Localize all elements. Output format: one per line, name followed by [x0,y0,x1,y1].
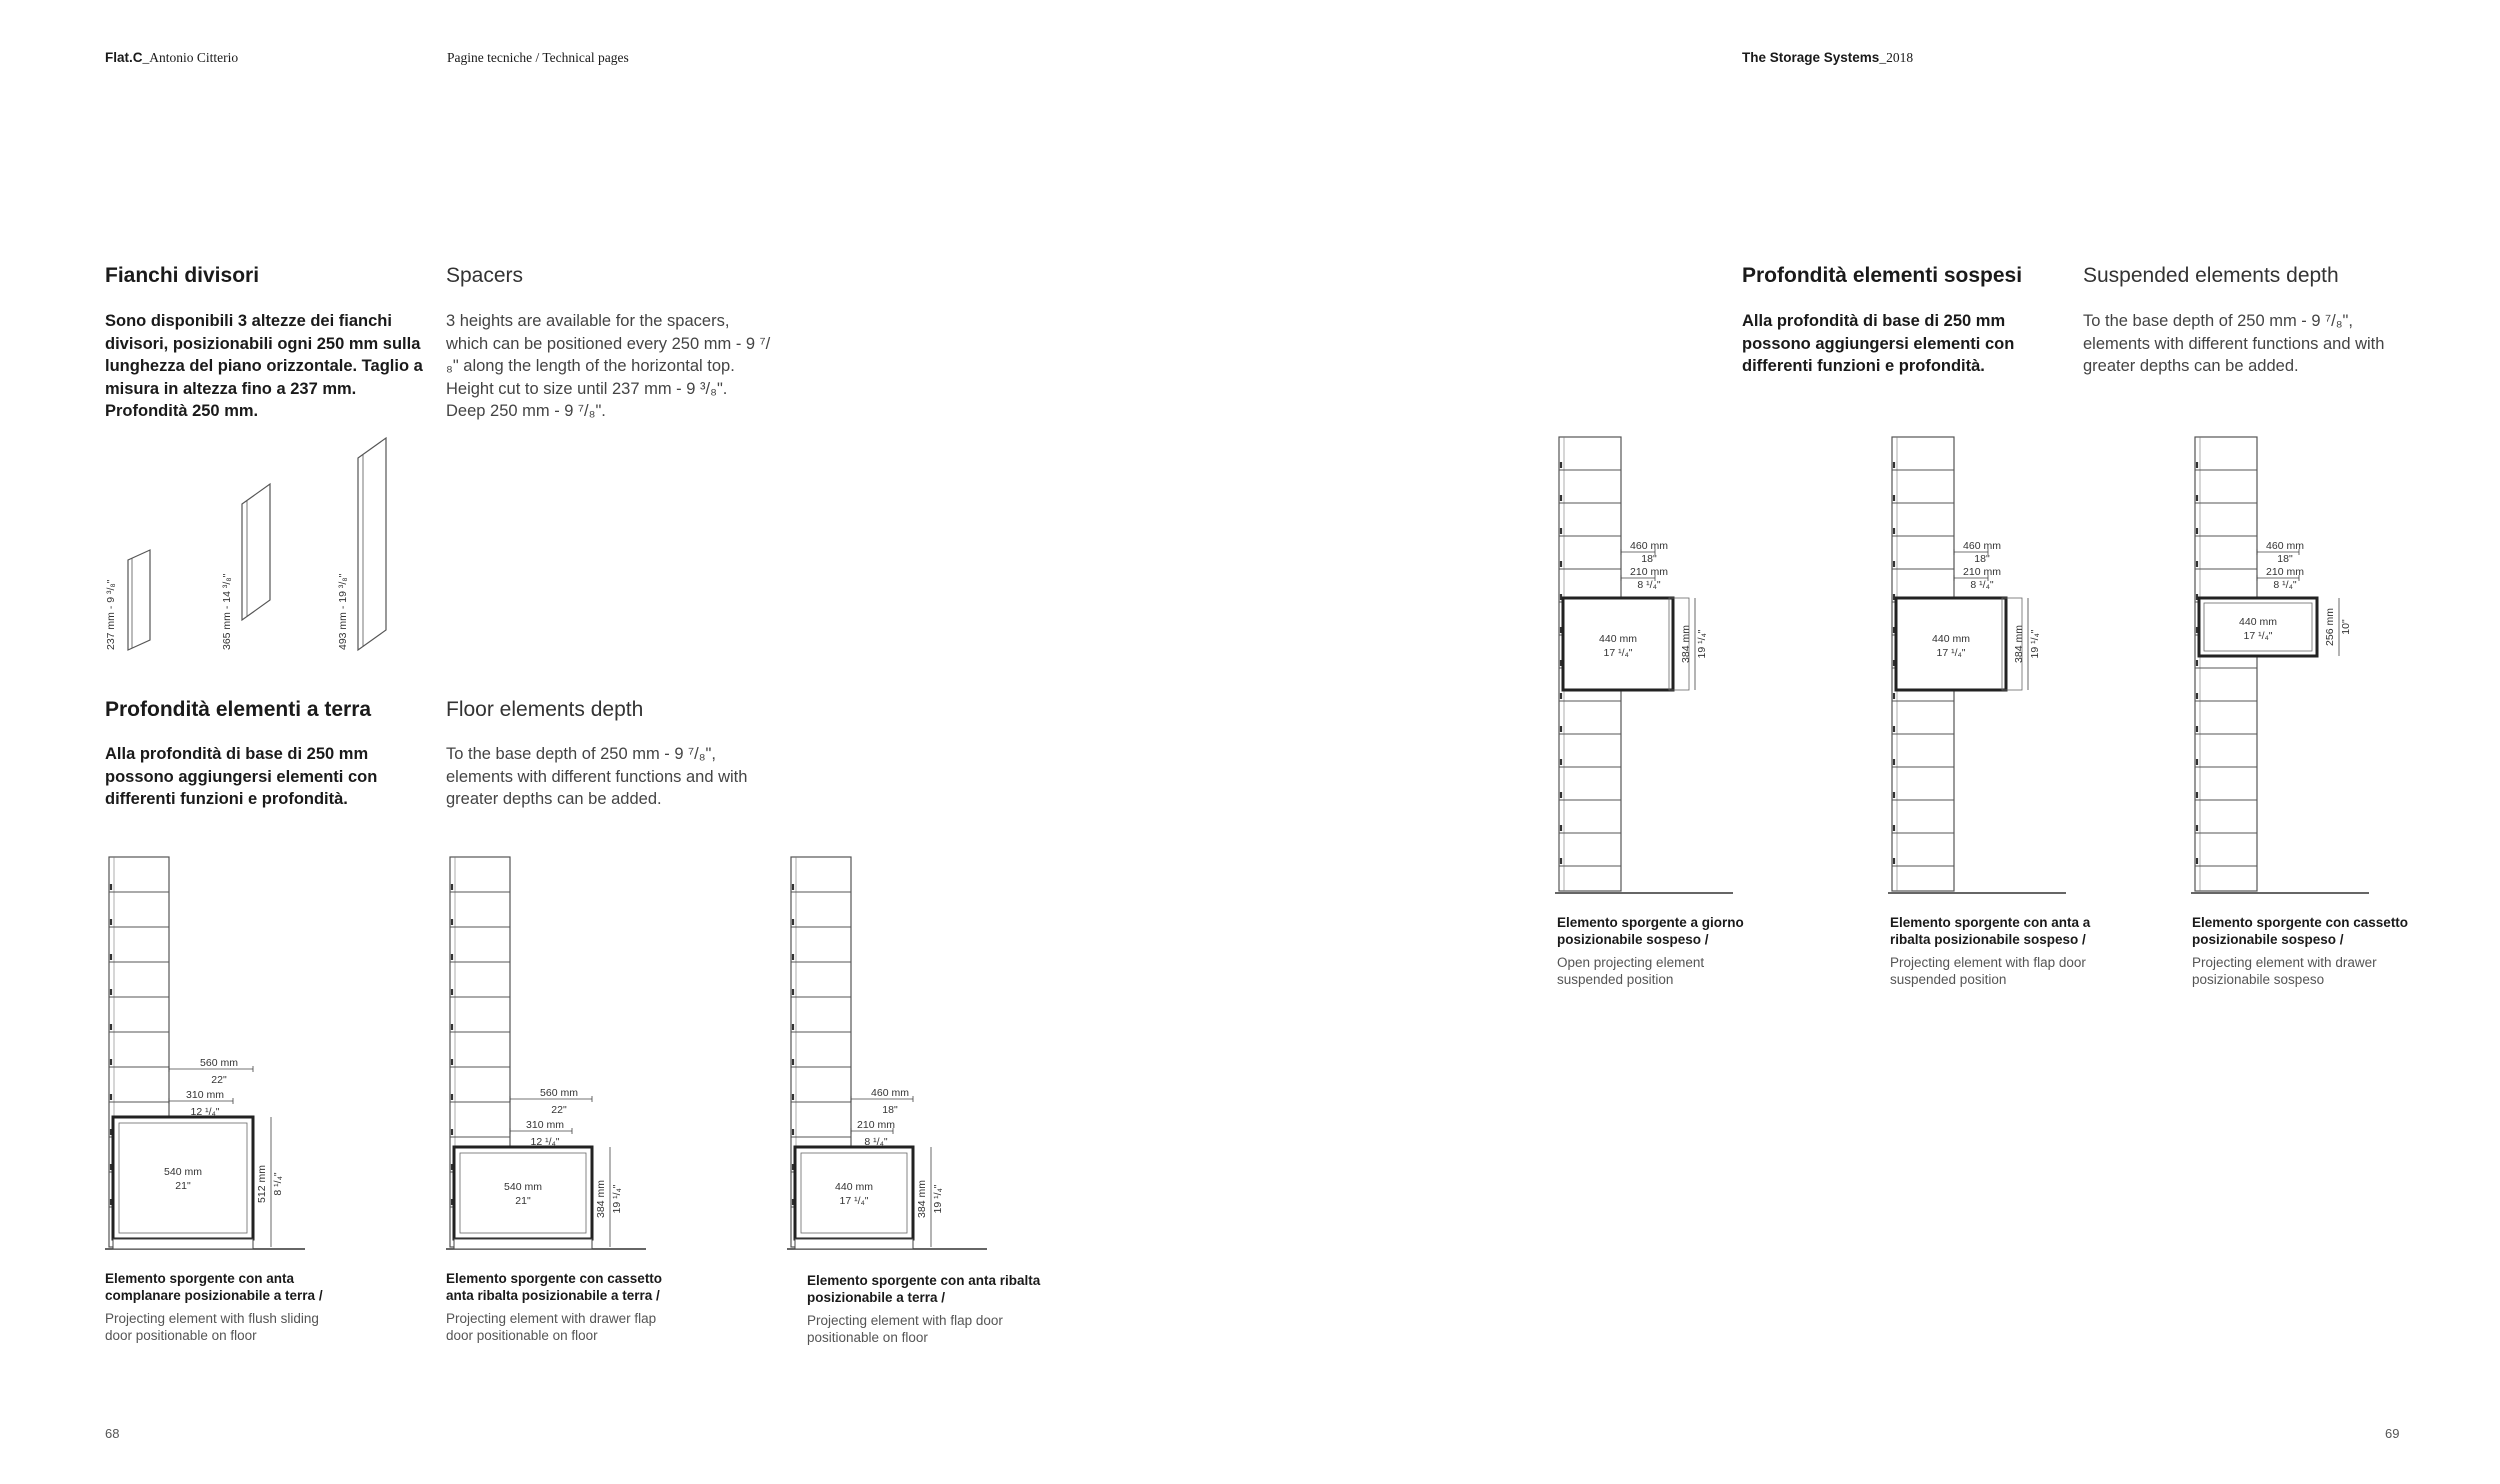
dim-overall-depth-mm: 460 mm [1963,540,2001,552]
suspended-drawing-1 [1555,435,1755,905]
header-section-title: Pagine tecniche / Technical pages [447,50,629,65]
floor-title-it: Profondità elementi a terra [105,698,372,721]
dim-overall-depth-in: 22" [551,1104,567,1116]
dim-projection-mm: 210 mm [2266,566,2304,578]
floor-body-en: To the base depth of 250 mm - 9 ⁷/₈", elements with different functions and with greater depths can be added. [446,745,748,808]
dim-width-mm: 540 mm [164,1166,202,1178]
dim-width-in: 17 ¹/₄" [2243,630,2273,642]
floor-caption-it-1: Elemento sporgente con anta complanare posizionabile a terra / [105,1271,323,1303]
spacer-label-237: 237 mm - 9 ³/₈" [105,579,117,650]
dim-height-mm: 384 mm [1680,625,1692,663]
spacers-body-it: Sono disponibili 3 altezze dei fianchi divisori, posizionabili ogni 250 mm sulla lunghezza del piano orizzontale. Taglio a misura in altezza fino a 237 mm. Profondità 250 mm. [105,312,423,420]
dim-width-in: 17 ¹/₄" [1603,647,1633,659]
dim-height-mm: 384 mm [916,1180,928,1218]
spacer-panels-drawing [90,440,410,660]
dim-overall-depth-mm: 460 mm [871,1087,909,1099]
catalog-year: _2018 [1879,50,1914,65]
dim-height-mm: 512 mm [256,1165,268,1203]
dim-overall-depth-in: 18" [1641,553,1657,565]
spacers-body-en: 3 heights are available for the spacers, which can be positioned every 250 mm - 9 ⁷/₈" along the length of the horizontal top. Height cut to size until 237 mm - 9 ³/₈". Deep 250 mm - 9 ⁷/₈". [446,312,771,420]
floor-caption-it-3: Elemento sporgente con anta ribalta posizionabile a terra / [807,1273,1041,1305]
plinth [454,1239,592,1249]
dim-height-in: 10" [2340,619,2352,635]
page-number-right: 69 [2385,1426,2400,1441]
spacer-panel-medium [242,484,270,620]
suspended-caption-it-3: Elemento sporgente con cassetto posizionabile sospeso / [2192,915,2409,947]
floor-caption-en-1: Projecting element with flush sliding door positionable on floor [105,1311,319,1343]
floor-body-it: Alla profondità di base di 250 mm possono aggiungersi elementi con differenti funzioni e profondità. [105,745,378,808]
suspended-caption-en-1: Open projecting element suspended position [1557,955,1705,987]
spacers-title-en: Spacers [446,264,524,287]
suspended-caption-en-3: Projecting element with drawer posizionabile sospeso [2192,955,2377,987]
dim-projection-in: 12 ¹/₄" [530,1136,560,1148]
dim-projection-mm: 210 mm [857,1119,895,1131]
projecting-element-box [795,1147,913,1239]
dim-width-mm: 540 mm [504,1181,542,1193]
dim-height-in: 19 ¹/₄" [1696,629,1708,659]
designer-name: _Antonio Citterio [142,50,239,65]
suspended-title-it: Profondità elementi sospesi [1742,264,2023,287]
dim-height-mm: 384 mm [2013,625,2025,663]
dim-width-mm: 440 mm [1932,633,1970,645]
suspended-caption-en-2: Projecting element with flap door suspended position [1890,955,2086,987]
floor-drawing-1 [105,855,305,1255]
dim-height-mm: 384 mm [595,1180,607,1218]
dim-overall-depth-in: 22" [211,1074,227,1086]
spacers-title-it: Fianchi divisori [105,264,260,287]
spacer-panel-short [128,550,150,650]
spacer-label-365: 365 mm - 14 ³/₈" [221,573,233,650]
dim-overall-depth-mm: 460 mm [2266,540,2304,552]
dim-height-mm: 256 mm [2324,608,2336,646]
dim-width-in: 17 ¹/₄" [839,1195,869,1207]
floor-drawing-3 [787,855,987,1255]
dim-projection-in: 8 ¹/₄" [2273,579,2297,591]
bookcase-column [2195,437,2257,891]
dim-height-in: 19 ¹/₄" [2029,629,2041,659]
plinth [113,1239,253,1249]
suspended-caption-it-2: Elemento sporgente con anta a ribalta posizionabile sospeso / [1890,915,2091,947]
brand-name: Flat.C [105,50,143,65]
dim-overall-depth-in: 18" [882,1104,898,1116]
page-number-left: 68 [105,1426,120,1441]
dim-height-in: 19 ¹/₄" [932,1184,944,1214]
floor-caption-en-3: Projecting element with flap door positionable on floor [807,1313,1003,1345]
dim-width-in: 21" [515,1195,531,1207]
floor-drawing-2 [446,855,646,1255]
header-right [1742,50,1913,66]
dim-width-mm: 440 mm [835,1181,873,1193]
suspended-drawing-2 [1888,435,2088,905]
catalog-name: The Storage Systems [1742,50,1880,65]
dim-height-in: 8 ¹/₄" [272,1172,284,1196]
dim-width-mm: 440 mm [2239,616,2277,628]
dim-overall-depth-mm: 460 mm [1630,540,1668,552]
spacer-panel-tall [358,438,386,650]
dim-projection-mm: 310 mm [526,1119,564,1131]
floor-caption-en-2: Projecting element with drawer flap door positionable on floor [446,1311,657,1343]
suspended-body-en: To the base depth of 250 mm - 9 ⁷/₈", elements with different functions and with greater depths can be added. [2083,312,2385,375]
dim-overall-depth-in: 18" [2277,553,2293,565]
dim-height-in: 19 ¹/₄" [611,1184,623,1214]
suspended-caption-it-1: Elemento sporgente a giorno posizionabile sospeso / [1557,915,1744,947]
dim-overall-depth-mm: 560 mm [200,1057,238,1069]
dim-projection-in: 12 ¹/₄" [190,1106,220,1118]
suspended-title-en: Suspended elements depth [2083,264,2339,287]
header-left [105,50,238,66]
dim-width-in: 17 ¹/₄" [1936,647,1966,659]
projecting-element-box [454,1147,592,1239]
plinth [795,1239,913,1249]
dim-projection-in: 8 ¹/₄" [1637,579,1661,591]
dim-projection-in: 8 ¹/₄" [1970,579,1994,591]
dim-projection-mm: 210 mm [1630,566,1668,578]
suspended-drawing-3 [2191,435,2391,905]
dim-overall-depth-mm: 560 mm [540,1087,578,1099]
floor-title-en: Floor elements depth [446,698,644,721]
dim-projection-mm: 210 mm [1963,566,2001,578]
dim-projection-in: 8 ¹/₄" [864,1136,888,1148]
suspended-body-it: Alla profondità di base di 250 mm possono aggiungersi elementi con differenti funzioni e profondità. [1742,312,2015,375]
floor-caption-it-2: Elemento sporgente con cassetto anta ribalta posizionabile a terra / [446,1271,663,1303]
dim-overall-depth-in: 18" [1974,553,1990,565]
projecting-element-box [113,1117,253,1239]
dim-width-mm: 440 mm [1599,633,1637,645]
spacer-label-493: 493 mm - 19 ³/₈" [337,573,349,650]
dim-projection-mm: 310 mm [186,1089,224,1101]
dim-width-in: 21" [175,1180,191,1192]
